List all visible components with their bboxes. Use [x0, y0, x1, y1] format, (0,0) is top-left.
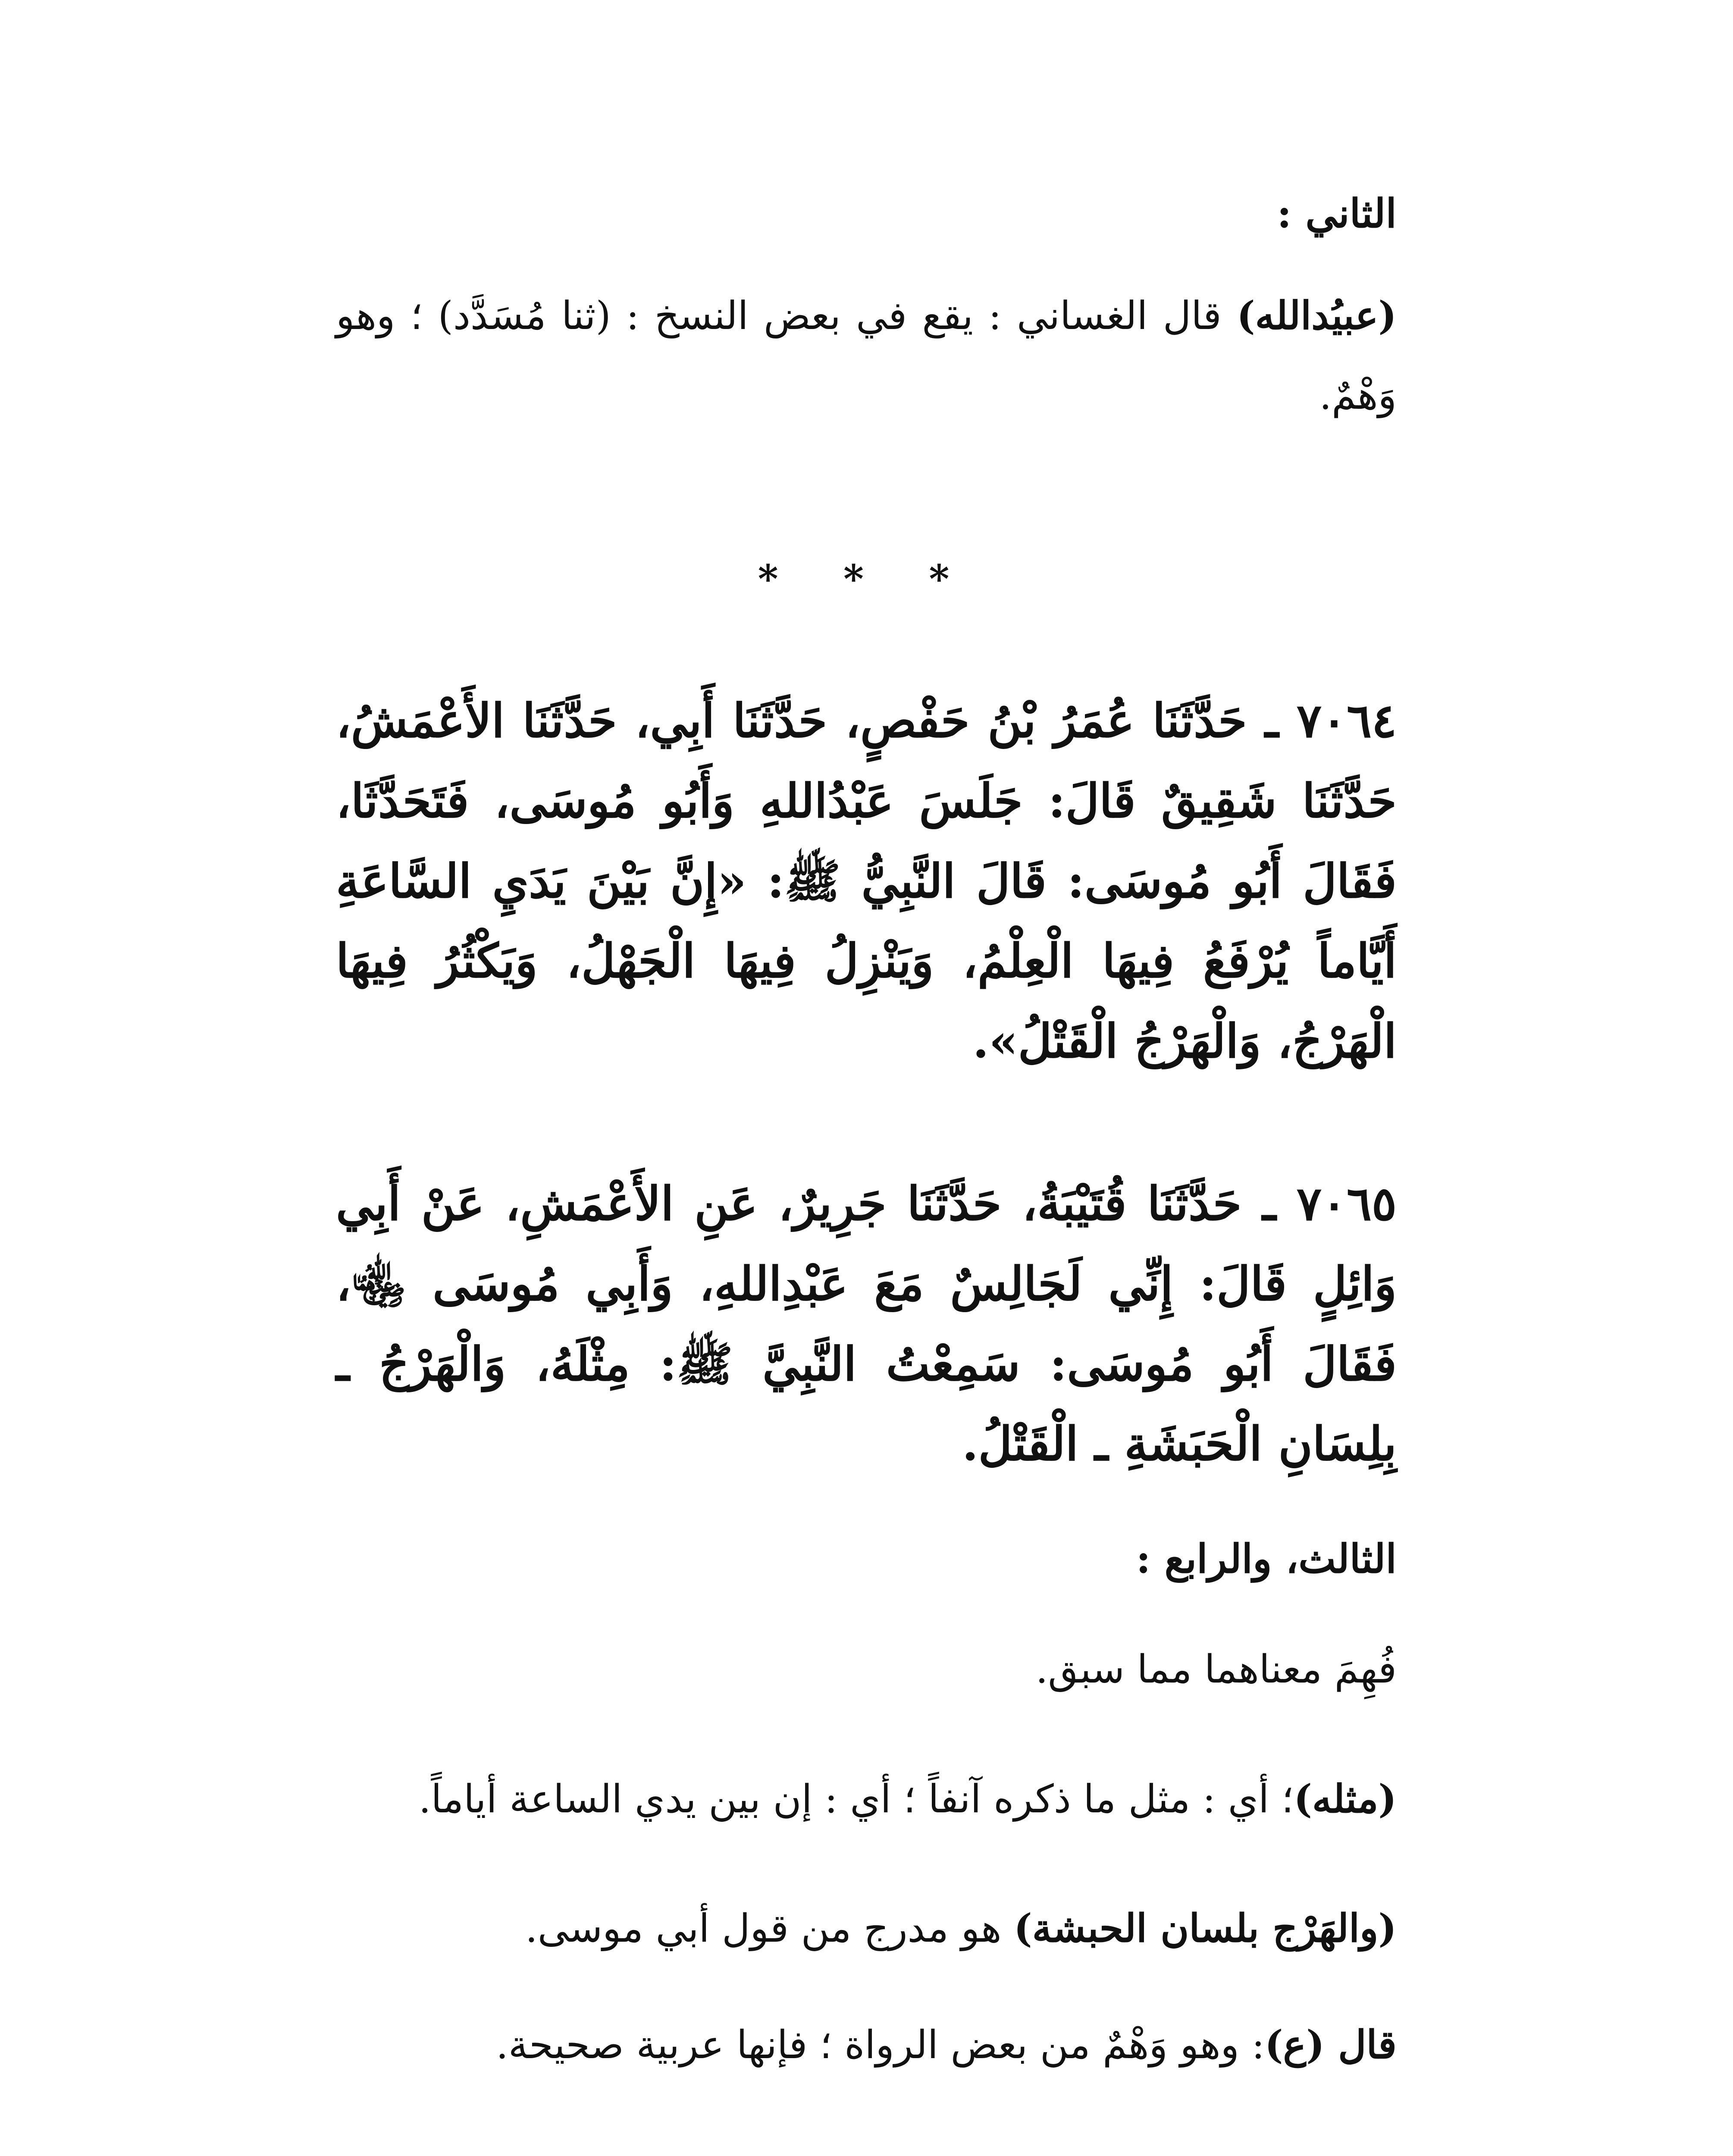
line-4-lead: قال (ع): [1264, 2022, 1397, 2068]
line-3-text: هو مدرج من قول أبي موسى.: [525, 1906, 1014, 1951]
line-4-text: : وهو وَهْمٌ من بعض الرواة ؛ فإنها عربية صحيحة.: [496, 2022, 1265, 2068]
separator-stars-1: * * *: [758, 556, 975, 602]
section-two-note: [336, 276, 1397, 436]
section-two-text: قال الغساني : يقع في بعض النسخ : (ثنا مُسَدَّد) ؛ وهو وَهْمٌ.: [336, 293, 1397, 418]
section-three-four-line-3: [336, 1889, 1397, 1969]
section-three-four-line-1: فُهِمَ معناهما مما سبق.: [1035, 1647, 1397, 1692]
line-3-lead: (والهَرْج بلسان الحبشة): [1014, 1905, 1397, 1951]
section-two-heading: الثاني :: [1277, 190, 1397, 237]
hadith-7064: ٧٠٦٤ ـ حَدَّثَنَا عُمَرُ بْنُ حَفْصٍ، حَدَّثَنَا أَبِي، حَدَّثَنَا الأَعْمَشُ، حَدَّثَنَا شَقِيقٌ قَالَ: جَلَسَ عَبْدُاللهِ وَأَبُو مُوسَى، فَتَحَدَّثَا، فَقَالَ أَبُو مُوسَى: قَالَ النَّبِيُّ ﷺ: «إِنَّ بَيْنَ يَدَيِ السَّاعَةِ أَيَّاماً يُرْفَعُ فِيهَا الْعِلْمُ، وَيَنْزِلُ فِيهَا الْجَهْلُ، وَيَكْثُرُ فِيهَا الْهَرْجُ، وَالْهَرْجُ الْقَتْلُ».: [336, 694, 1397, 1069]
section-three-four-line-2: [336, 1759, 1397, 1839]
line-2-lead: (مثله): [1294, 1776, 1397, 1822]
section-two-lead: (عبيُدالله): [1237, 293, 1397, 338]
section-three-four-heading: الثالث، والرابع :: [1136, 1536, 1397, 1582]
section-three-four-line-4: [336, 2005, 1397, 2085]
hadith-7065: ٧٠٦٥ ـ حَدَّثَنَا قُتَيْبَةُ، حَدَّثَنَا جَرِيرٌ، عَنِ الأَعْمَشِ، عَنْ أَبِي وَائِلٍ قَالَ: إِنِّي لَجَالِسٌ مَعَ عَبْدِاللهِ، وَأَبِي مُوسَى ﵄، فَقَالَ أَبُو مُوسَى: سَمِعْتُ النَّبِيَّ ﷺ: مِثْلَهُ، وَالْهَرْجُ ـ بِلِسَانِ الْحَبَشَةِ ـ الْقَتْلُ.: [336, 1177, 1397, 1472]
line-2-text: ؛ أي : مثل ما ذكره آنفاً ؛ أي : إن بين يدي الساعة أياماً.: [418, 1777, 1294, 1822]
